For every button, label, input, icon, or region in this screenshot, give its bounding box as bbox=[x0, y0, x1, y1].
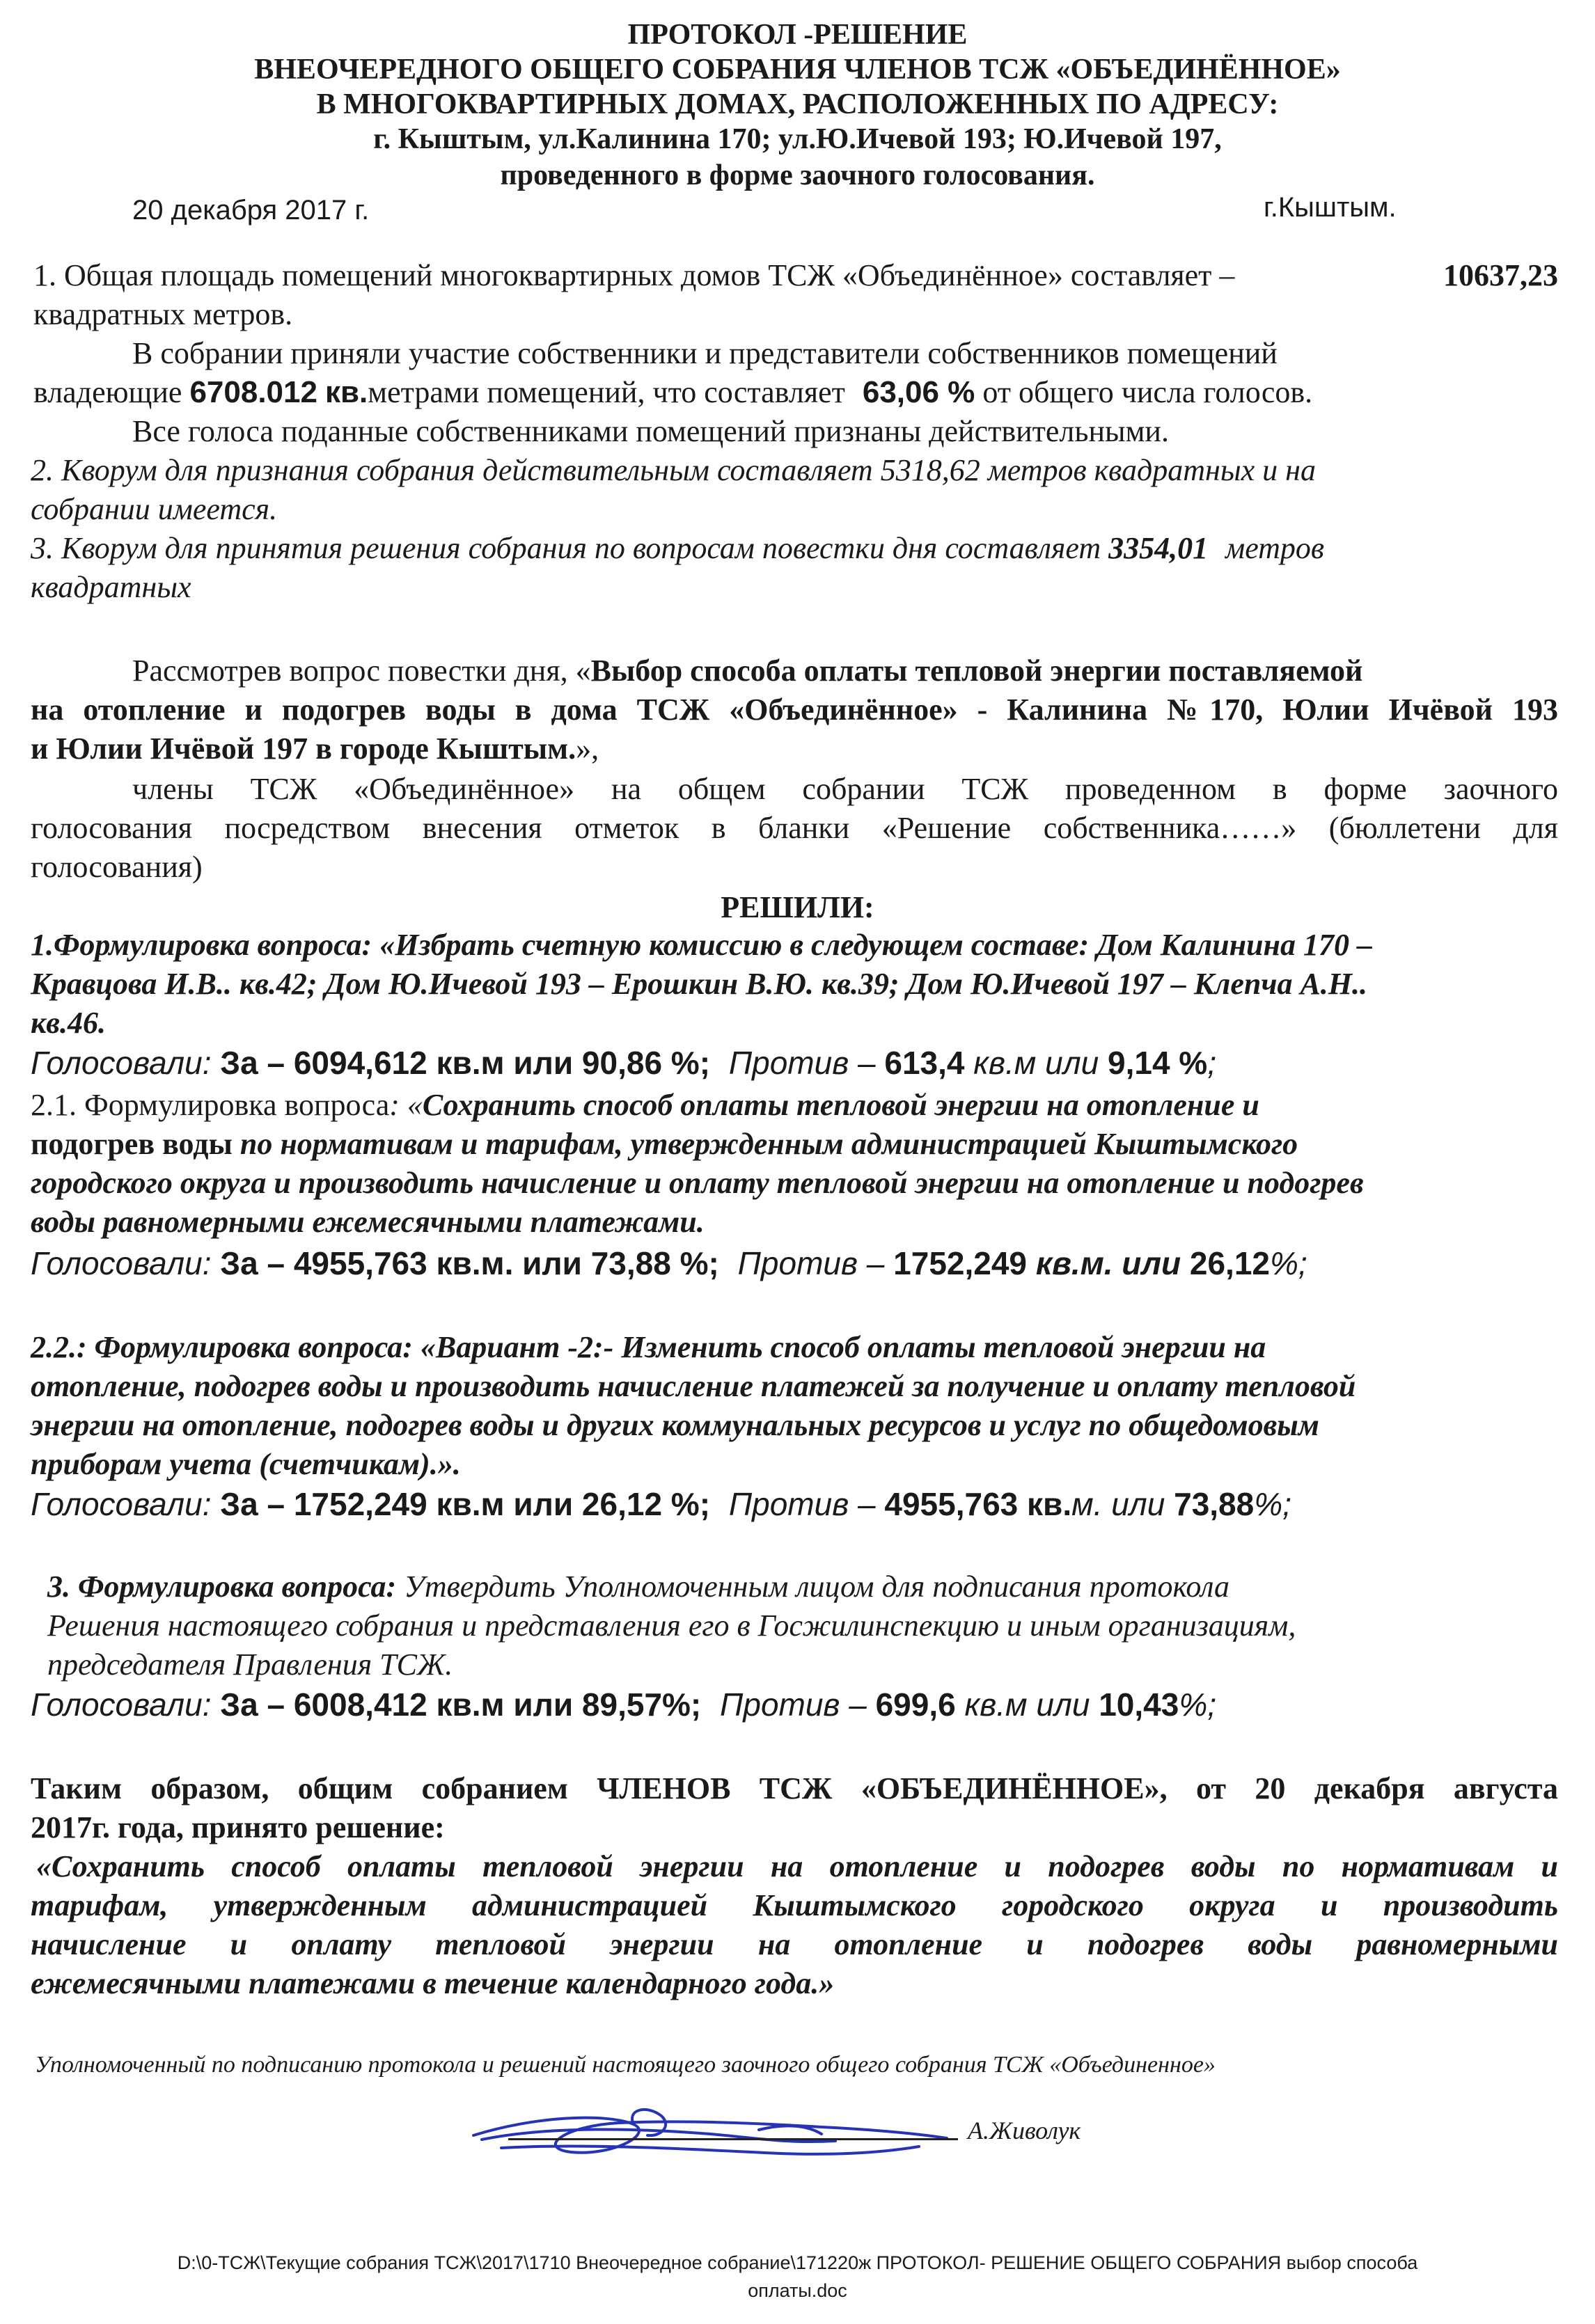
q1-line-2: Кравцова И.В.. кв.42; Дом Ю.Ичевой 193 – Ерошкин В.Ю. кв.39; Дом Ю.Ичевой 197 – Клепча А.Н.. bbox=[31, 967, 1368, 1001]
participation-text: В собрании приняли участие собственники и представители собственников помещений bbox=[132, 336, 1278, 370]
file-path-line-2: оплаты.doc bbox=[748, 2280, 847, 2301]
authorized-person-caption: Уполномоченный по подписанию протокола и решений настоящего заочного общего собрания ТСЖ «Объединенное» bbox=[35, 2052, 1216, 2078]
participation-line bbox=[33, 374, 1312, 410]
q21-vote-result bbox=[31, 1244, 1307, 1282]
q21-against-label: Против – bbox=[737, 1245, 885, 1281]
quorum-decision-value: 3354,01 bbox=[1108, 531, 1209, 565]
q3-against-label: Против – bbox=[720, 1686, 867, 1723]
signature-line bbox=[508, 2138, 958, 2140]
form-line: проведенного в форме заочного голосования. bbox=[500, 159, 1095, 191]
q1-against-percent: 9,14 % bbox=[1108, 1045, 1208, 1081]
meeting-city: г.Кыштым. bbox=[1264, 192, 1397, 223]
q22-against-percent: 73,88 bbox=[1174, 1486, 1255, 1522]
participating-area: 6708.012 bbox=[189, 375, 317, 409]
quorum-decision-tail: квадратных bbox=[31, 570, 191, 604]
q3-against-unit: кв.м или bbox=[964, 1686, 1090, 1723]
q22-against-unit: м. или bbox=[1071, 1486, 1165, 1522]
q22-end: %; bbox=[1254, 1486, 1291, 1522]
file-path-line-1: D:\0-ТСЖ\Текущие собрания ТСЖ\2017\1710 Внеочередное собрание\171220ж ПРОТОКОЛ- РЕШЕНИЕ ОБЩЕГО СОБРАНИЯ выбор способа bbox=[177, 2252, 1418, 2273]
q21-line-4: воды равномерными ежемесячными платежами. bbox=[31, 1205, 705, 1239]
q22-line-3: энергии на отопление, подогрев воды и других коммунальных ресурсов и услуг по общедомовым bbox=[31, 1408, 1319, 1442]
decision-quote-4: ежемесячными платежами в течение календарного года.» bbox=[31, 1966, 835, 2000]
agenda-close: », bbox=[576, 732, 599, 766]
quorum-decision-line bbox=[31, 530, 1324, 566]
q22-line-4: приборам учета (счетчикам).». bbox=[31, 1447, 461, 1481]
signatory-name: А.Живолук bbox=[968, 2117, 1081, 2144]
q21-text-1: Сохранить способ оплаты тепловой энергии на отопление и bbox=[422, 1088, 1259, 1122]
address-line: г. Кыштым, ул.Калинина 170; ул.Ю.Ичевой 193; Ю.Ичевой 197, bbox=[373, 123, 1222, 155]
members-line-1: члены ТСЖ «Объединённое» на общем собрании ТСЖ проведенном в форме заочного bbox=[132, 772, 1558, 806]
q22-against-label: Против – bbox=[728, 1486, 876, 1522]
q3-vote-label: Голосовали: bbox=[31, 1686, 221, 1723]
q22-line-1: 2.2.: Формулировка вопроса: «Вариант -2:- Изменить способ оплаты тепловой энергии на bbox=[31, 1330, 1266, 1364]
total-area-value: 10637,23 bbox=[1443, 258, 1558, 292]
agenda-topic-2: на отопление и подогрев воды в дома ТСЖ «Объединённое» - Калинина №170, Юлии Ичёвой 193 bbox=[31, 693, 1558, 727]
meeting-title: ВНЕОЧЕРЕДНОГО ОБЩЕГО СОБРАНИЯ ЧЛЕНОВ ТСЖ «ОБЪЕДИНЁННОЕ» bbox=[254, 54, 1341, 86]
location-title: В МНОГОКВАРТИРНЫХ ДОМАХ, РАСПОЛОЖЕННЫХ ПО АДРЕСУ: bbox=[316, 88, 1279, 120]
q21-against-value: 1752,249 bbox=[893, 1245, 1028, 1281]
votes-valid-text: Все голоса поданные собственниками помещений признаны действительными. bbox=[132, 414, 1169, 448]
q1-line-1: 1.Формулировка вопроса: «Избрать счетную комиссию в следующем составе: Дом Калинина 170 – bbox=[31, 928, 1372, 962]
q3-line-2: Решения настоящего собрания и представления его в Госжилинспекцию и иным организациям, bbox=[47, 1608, 1296, 1643]
q1-line-3: кв.46. bbox=[31, 1006, 106, 1040]
q22-line-2: отопление, подогрев воды и производить начисление платежей за получение и оплату тепловой bbox=[31, 1369, 1356, 1403]
total-area-unit: квадратных метров. bbox=[33, 297, 293, 331]
q1-vote-label: Голосовали: bbox=[31, 1045, 221, 1081]
agenda-topic-3: и Юлии Ичёвой 197 в городе Кыштым. bbox=[31, 732, 576, 766]
conclusion-line-1: Таким образом, общим собранием ЧЛЕНОВ ТСЖ «ОБЪЕДИНЁННОЕ», от 20 декабря августа bbox=[31, 1771, 1558, 1805]
q3-text-1: Утвердить Уполномоченным лицом для подписания протокола bbox=[396, 1570, 1230, 1604]
q3-line-1 bbox=[47, 1569, 1546, 1604]
quorum-decision-unit: метров bbox=[1225, 531, 1325, 565]
decision-quote-2: тарифам, утвержденным администрацией Кыштымского городского округа и производить bbox=[31, 1888, 1558, 1922]
area-unit-short: кв. bbox=[324, 375, 368, 409]
q21-end: %; bbox=[1270, 1245, 1307, 1281]
q1-against-value: 613,4 bbox=[884, 1045, 965, 1081]
q21-line-1 bbox=[31, 1087, 1259, 1123]
q3-against-percent: 10,43 bbox=[1099, 1686, 1179, 1723]
q3-against-value: 699,6 bbox=[875, 1686, 956, 1723]
q3-line-3: председателя Правления ТСЖ. bbox=[47, 1647, 453, 1682]
q21-colon: : « bbox=[389, 1088, 423, 1122]
total-area-text: 1. Общая площадь помещений многоквартирных домов ТСЖ «Объединённое» составляет – bbox=[33, 258, 1235, 292]
q21-votes-for: За – 4955,763 кв.м. или 73,88 %; bbox=[220, 1245, 719, 1281]
q21-prefix: 2.1. Формулировка вопроса bbox=[31, 1088, 390, 1122]
agenda-line-3 bbox=[31, 731, 599, 766]
agenda-lead: Рассмотрев вопрос повестки дня, « bbox=[132, 654, 591, 688]
q22-against-value: 4955,763 кв. bbox=[884, 1486, 1072, 1522]
q3-end: %; bbox=[1179, 1686, 1217, 1723]
q22-votes-for: За – 1752,249 кв.м или 26,12 %; bbox=[220, 1486, 711, 1522]
q1-vote-result bbox=[31, 1044, 1216, 1082]
q1-against-label: Против – bbox=[728, 1045, 876, 1081]
q22-vote-label: Голосовали: bbox=[31, 1486, 221, 1522]
agenda-line-1 bbox=[31, 653, 1558, 688]
q1-against-unit: кв.м или bbox=[973, 1045, 1099, 1081]
quorum-validity-tail: собрании имеется. bbox=[31, 492, 278, 526]
q21-text-2b: по нормативам и тарифам, утвержденным администрацией Кыштымского bbox=[232, 1127, 1298, 1161]
q1-votes-for: За – 6094,612 кв.м или 90,86 %; bbox=[220, 1045, 711, 1081]
q3-prefix: 3. Формулировка вопроса: bbox=[47, 1570, 397, 1604]
q22-vote-result bbox=[31, 1485, 1291, 1523]
q21-line-3: городского округа и производить начисление и оплату тепловой энергии на отопление и подогрев bbox=[31, 1166, 1364, 1200]
total-area-line bbox=[33, 258, 1558, 293]
quorum-decision-text: 3. Кворум для принятия решения собрания по вопросам повестки дня составляет bbox=[31, 531, 1101, 565]
decision-quote-1: «Сохранить способ оплаты тепловой энергии на отопление и подогрев воды по нормативам и bbox=[36, 1849, 1558, 1883]
participation-middle: метрами помещений, что составляет bbox=[368, 375, 845, 409]
protocol-title: ПРОТОКОЛ -РЕШЕНИЕ bbox=[627, 19, 968, 51]
decided-heading: РЕШИЛИ: bbox=[721, 890, 874, 924]
q21-against-unit: кв.м. или bbox=[1035, 1245, 1181, 1281]
q21-against-percent: 26,12 bbox=[1189, 1245, 1270, 1281]
q3-votes-for: За – 6008,412 кв.м или 89,57%; bbox=[220, 1686, 702, 1723]
agenda-topic-1: Выбор способа оплаты тепловой энергии поставляемой bbox=[590, 654, 1363, 688]
q1-end: ; bbox=[1207, 1045, 1216, 1081]
handwritten-signature bbox=[459, 2095, 1003, 2179]
participation-end: от общего числа голосов. bbox=[982, 375, 1313, 409]
members-line-3: голосования) bbox=[31, 850, 203, 884]
q21-vote-label: Голосовали: bbox=[31, 1245, 221, 1281]
members-line-2: голосования посредством внесения отметок в бланки «Решение собственника……» (бюллетени для bbox=[31, 811, 1558, 845]
q3-vote-result bbox=[31, 1686, 1216, 1723]
meeting-date: 20 декабря 2017 г. bbox=[132, 195, 370, 226]
quorum-validity-line: 2. Кворум для признания собрания действительным составляет 5318,62 метров квадратных и на bbox=[31, 453, 1317, 487]
participation-percent: 63,06 % bbox=[862, 375, 975, 409]
q21-text-2a: подогрев воды bbox=[31, 1127, 233, 1161]
conclusion-line-2: 2017г. года, принято решение: bbox=[31, 1810, 445, 1844]
decision-quote-3: начисление и оплату тепловой энергии на отопление и подогрев воды равномерными bbox=[31, 1927, 1558, 1961]
q21-line-2 bbox=[31, 1126, 1298, 1162]
owning-label: владеющие bbox=[33, 375, 182, 409]
